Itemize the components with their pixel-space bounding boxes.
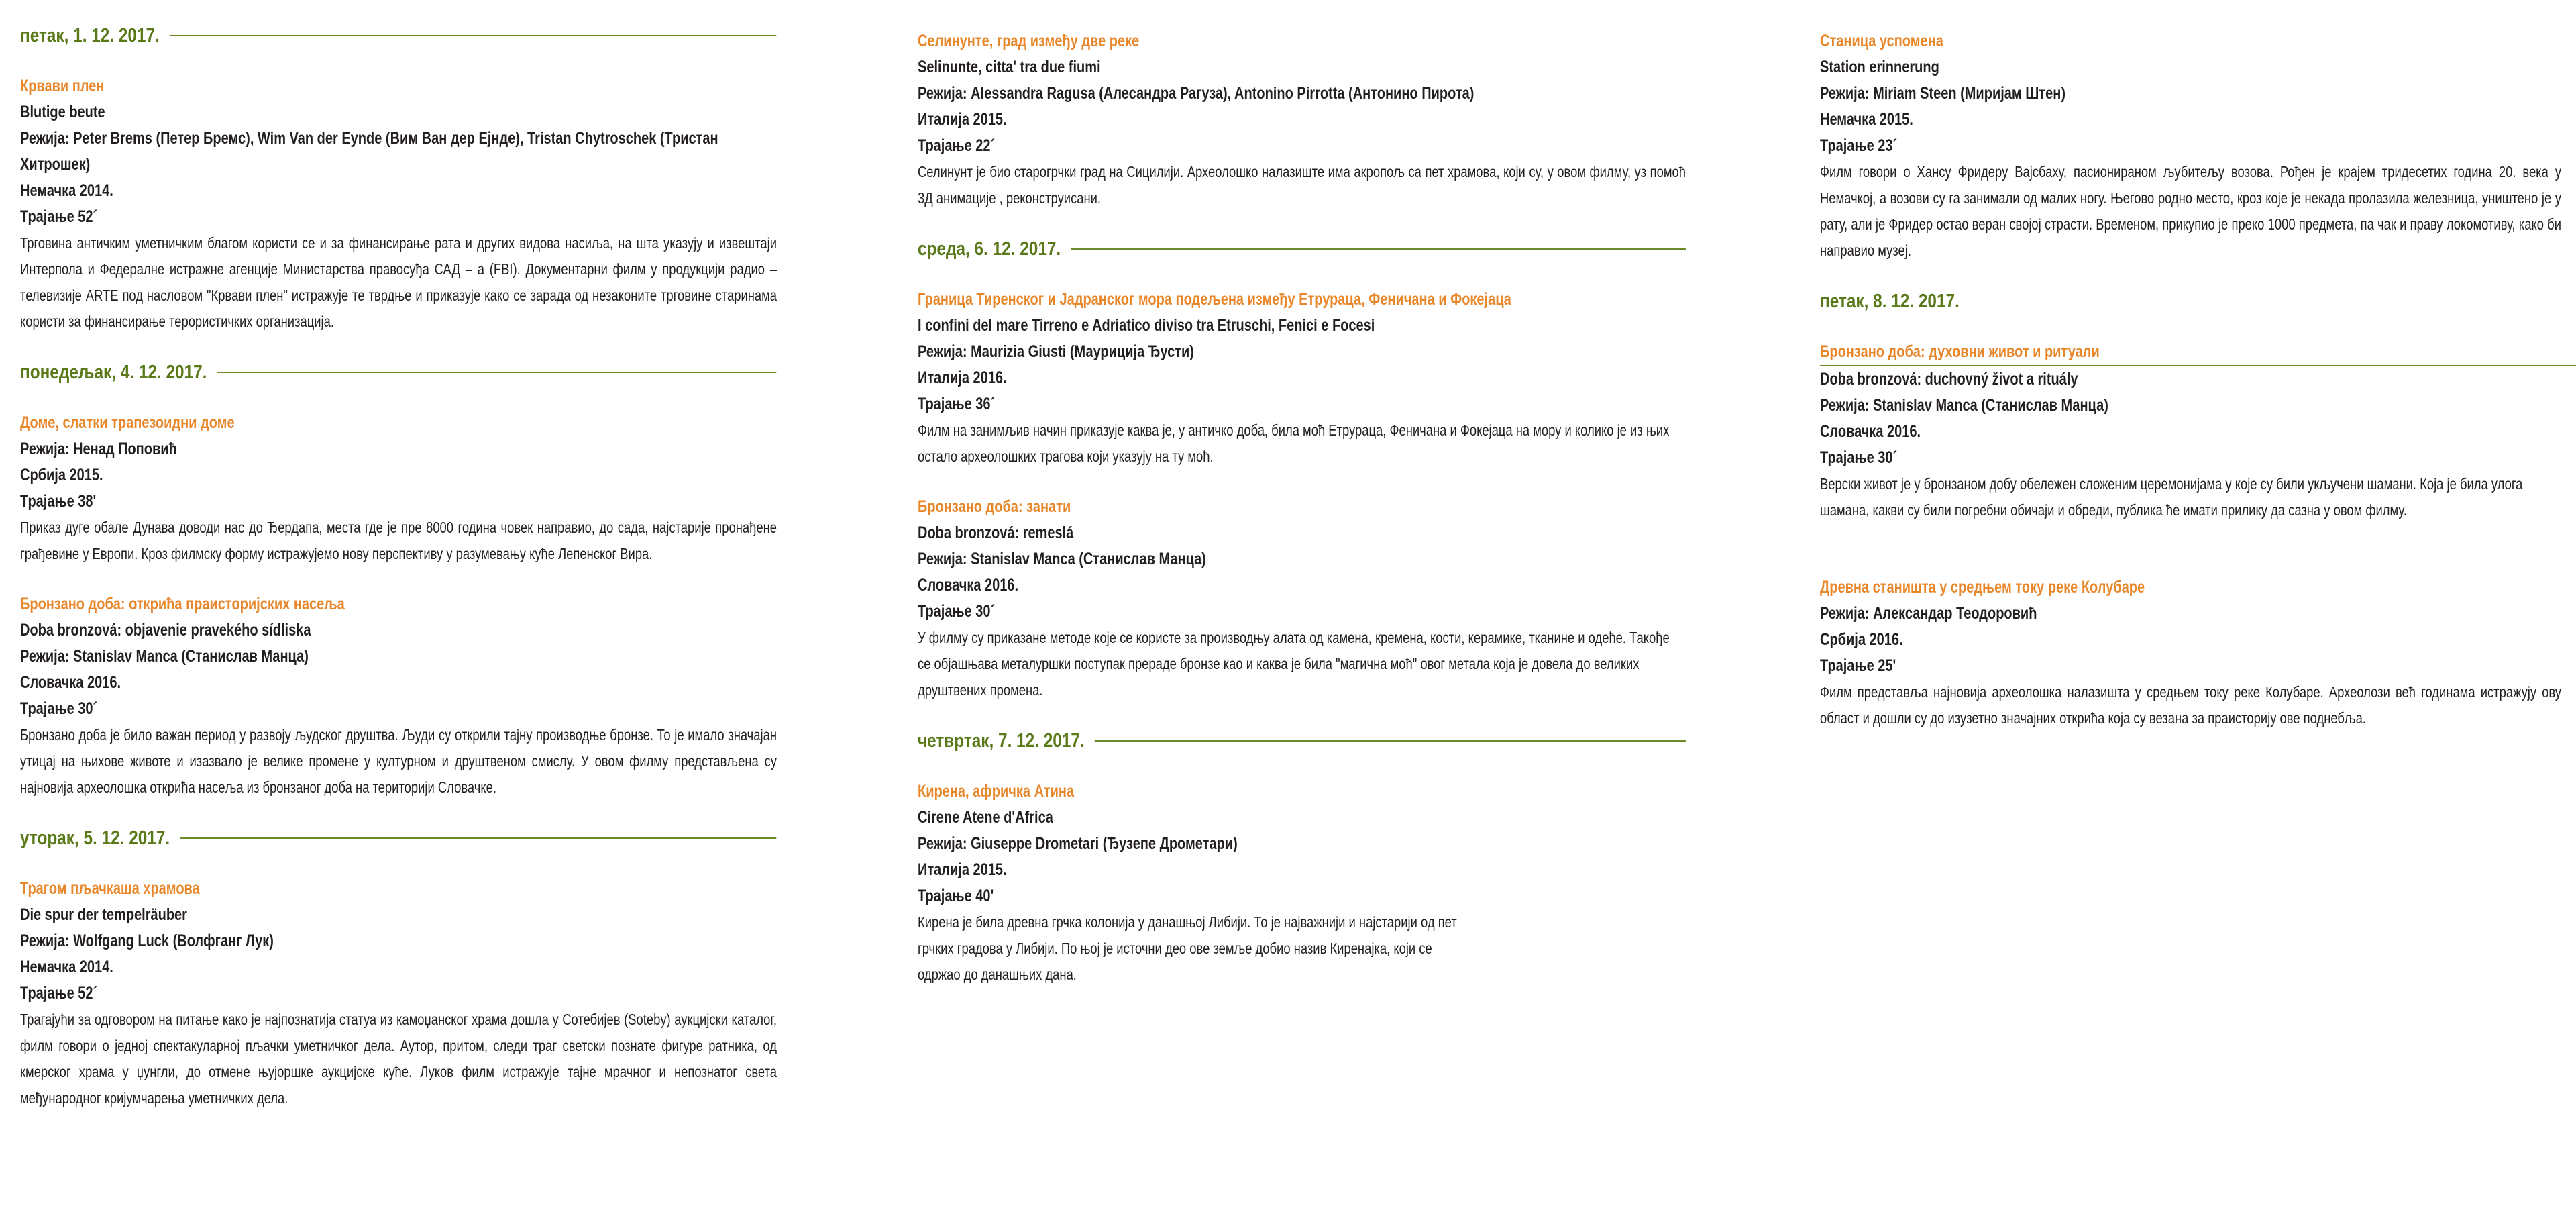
film-country-year: Словачка 2016. — [20, 673, 121, 692]
film-director: Режија: Alessandra Ragusa (Алесандра Рагуза), Antonino Pirrotta (Антонино Пирота) — [918, 84, 1474, 103]
film-description: Трговина античким уметничким благом користи се и за финансирање рата и других видова насиља, на шта указују и извештаји Интерпола и Федералне истражне агенције Министарства правосуђа САД – а (FBI). Документарни филм у продукцији радио – телевизије ARTE под насловом "Крвави плен" истражује те тврдње и приказује како се зарада од незаконите трговине старинама користи за финансирање терористичких организација. — [20, 234, 777, 330]
schedule-column-1 — [20, 22, 777, 1111]
film-original-title: Station erinnerung — [1820, 58, 1939, 77]
film-title: Станица успомена — [1820, 32, 1943, 50]
film-duration: Трајање 52´ — [20, 207, 98, 226]
film-original-title: Doba bronzová: objavenie pravekého sídliska — [20, 621, 311, 640]
film-entry — [918, 494, 1686, 703]
film-description: Трагајући за одговором на питање како је најпознатија статуа из камоџанског храма дошла у Сотебијев (Soteby) аукцијски каталог, филм говори о једној спектакуларној пљачки уметничког дела. Аутор, притом, следи траг светски познате фигуре ратника, од кмерског храма у џунгли, до отмене њујоршке аукцијске куће. Луков филм истражује тајне мрачног и непознатог света међународног кријумчарења уметничких дела. — [20, 1011, 777, 1107]
film-duration: Трајање 38' — [20, 492, 97, 511]
film-country-year: Словачка 2016. — [1820, 422, 1921, 441]
film-original-title: Doba bronzová: duchovný život a rituály — [1820, 370, 2078, 389]
film-original-title: Die spur der tempelräuber — [20, 905, 187, 924]
heading-rule — [1095, 740, 1686, 742]
film-original-title: Selinunte, citta' tra due fiumi — [918, 58, 1101, 77]
film-description: Бронзано доба је било важан период у развоју људског друштва. Људи су открили тајну производње бронзе. То је имало значајан утицај на њихове животе и изазвало је велике промене у културном и друштвеном смислу. У овом филму представљена су најновија археолошка открића насеља из бронзаног доба на територији Словачке. — [20, 726, 777, 796]
day-heading: четвртак, 7. 12. 2017. — [918, 727, 1686, 754]
day-heading: уторак, 5. 12. 2017. — [20, 825, 777, 852]
film-description: Верски живот је у бронзаном добу обележен сложеним церемонијама у које су били укључени шамани. Која је била улога шамана, какви су били погребни обичаји и обреди, публика ће имати прилику да сазна у овом филму. — [1820, 475, 2523, 519]
film-entry — [20, 591, 777, 801]
film-director: Режија: Stanislav Manca (Станислав Манца) — [20, 647, 309, 666]
film-original-title: Cirene Atene d'Africa — [918, 808, 1053, 827]
film-duration: Трајање 40' — [918, 886, 994, 905]
film-entry — [1820, 339, 2561, 523]
film-director: Режија: Miriam Steen (Миријам Штен) — [1820, 84, 2066, 103]
film-duration: Трајање 25' — [1820, 656, 1896, 675]
film-country-year: Италија 2015. — [918, 860, 1007, 879]
day-heading: среда, 6. 12. 2017. — [918, 236, 1686, 262]
film-duration: Трајање 23´ — [1820, 136, 1898, 155]
film-entry — [20, 410, 777, 567]
film-description: Селинунт је био старогрчки град на Сицилији. Археолошко налазиште има акропољ са пет храмова, који су, у овом филму, уз помоћ 3Д анимације , реконструисани. — [918, 163, 1686, 207]
film-director: Режија: Stanislav Manca (Станислав Манца) — [918, 550, 1206, 568]
film-country-year: Србија 2016. — [1820, 630, 1903, 649]
schedule-column-3 — [1820, 28, 2561, 731]
film-original-title: I confini del mare Tirreno e Adriatico diviso tra Etruschi, Fenici e Focesi — [918, 316, 1375, 335]
film-duration: Трајање 30´ — [20, 699, 98, 718]
film-director: Режија: Stanislav Manca (Станислав Манца) — [1820, 396, 2108, 415]
film-title: Древна станишта у средњем току реке Колубаре — [1820, 578, 2145, 597]
day-heading: понедељак, 4. 12. 2017. — [20, 359, 777, 386]
film-description: Филм представља најновија археолошка налазишта у средњем току реке Колубаре. Археолози већ годинама истражују ову област и дошли су до изузетно значајних открића која су везана за праисторију ове поднебља. — [1820, 683, 2561, 727]
film-title: Бронзано доба: занати — [918, 497, 1071, 516]
day-heading: петак, 1. 12. 2017. — [20, 22, 777, 49]
film-entry — [918, 778, 1686, 988]
schedule-column-2 — [918, 28, 1686, 988]
film-original-title: Blutige beute — [20, 103, 105, 121]
heading-rule — [180, 837, 776, 839]
film-title: Кирена, афричка Атина — [918, 782, 1075, 801]
film-duration: Трајање 22´ — [918, 136, 996, 155]
film-title: Бронзано доба: духовни живот и ритуали — [1820, 339, 2576, 366]
day-heading: петак, 8. 12. 2017. — [1820, 291, 1960, 312]
film-director: Режија: Peter Brems (Петер Бремс), Wim Van der Eynde (Вим Ван дер Ејнде), Tristan Chytroschek (Тристан Хитрошек) — [20, 129, 718, 174]
film-entry — [1820, 28, 2561, 264]
heading-rule — [170, 35, 777, 36]
film-director: Режија: Maurizia Giusti (Мауриција Ђусти) — [918, 342, 1194, 361]
film-title: Селинунте, град између две реке — [918, 32, 1140, 50]
heading-rule — [217, 372, 777, 373]
film-country-year: Немачка 2015. — [1820, 110, 1913, 129]
film-duration: Трајање 30´ — [918, 602, 996, 621]
film-description: Кирена је била древна грчка колонија у данашњој Либији. То је најважнији и најстарији од пет грчких градова у Либији. По њој је источни део ове земље добио назив Киренајка, који се одржао до данашњих дана. — [918, 913, 1457, 983]
film-entry — [20, 876, 777, 1111]
film-description: Филм говори о Хансу Фридеру Вајсбаху, пасионираном љубитељу возова. Рођен је крајем тридесетих година 20. века у Немачкој, а возови су га занимали од малих ногу. Његово родно место, кроз које је некада пролазила железница, уништено је у рату, али је Фридер остао веран својој страсти. Временом, прикупио је преко 1000 предмета, па чак и праву локомотиву, како би направио музеј. — [1820, 163, 2561, 259]
film-title: Граница Тиренског и Јадранског мора подељена између Етрураца, Феничана и Фокејаца — [918, 290, 1511, 309]
film-duration: Трајање 52´ — [20, 984, 98, 1003]
film-entry — [1820, 574, 2561, 731]
film-director: Режија: Giuseppe Drometari (Ђузепе Дрометари) — [918, 834, 1238, 853]
film-director: Режија: Wolfgang Luck (Волфганг Лук) — [20, 931, 274, 950]
film-country-year: Немачка 2014. — [20, 181, 113, 200]
film-title: Крвави плен — [20, 77, 105, 95]
film-entry — [20, 73, 777, 335]
film-title: Бронзано доба: открића праисторијских насеља — [20, 595, 345, 613]
film-duration: Трајање 30´ — [1820, 448, 1898, 467]
heading-rule — [1071, 248, 1685, 250]
film-country-year: Италија 2016. — [918, 368, 1007, 387]
film-entry — [918, 28, 1686, 211]
film-country-year: Србија 2015. — [20, 466, 103, 485]
film-title: Доме, слатки трапезоидни доме — [20, 413, 235, 432]
film-duration: Трајање 36´ — [918, 395, 996, 413]
film-entry — [918, 287, 1686, 470]
film-title: Трагом пљачкаша храмова — [20, 879, 200, 898]
film-description: Приказ дуге обале Дунава доводи нас до Ђердапа, места где је пре 8000 година човек направио, до сада, најстарије пронађене грађевине у Европи. Кроз филмску форму истражујемо нову перспективу у разумевању куће Лепенског Вира. — [20, 519, 777, 562]
film-description: Филм на занимљив начин приказује каква је, у античко доба, била моћ Етрураца, Феничана и Фокејаца на мору и колико је из њих остало археолошких трагова који указују на ту моћ. — [918, 421, 1670, 465]
film-country-year: Италија 2015. — [918, 110, 1007, 129]
film-country-year: Словачка 2016. — [918, 576, 1019, 595]
film-original-title: Doba bronzová: remeslá — [918, 523, 1074, 542]
film-country-year: Немачка 2014. — [20, 958, 113, 976]
film-description: У филму су приказане методе које се користе за производњу алата од камена, кремена, кости, керамике, тканине и одеће. Такође се објашњава металуршки поступак прераде бронзе као и каква је била "магична моћ" овог метала која је довела до великих друштвених промена. — [918, 629, 1670, 699]
film-director: Режија: Ненад Поповић — [20, 440, 177, 458]
film-director: Режија: Александар Теодоровић — [1820, 604, 2037, 623]
